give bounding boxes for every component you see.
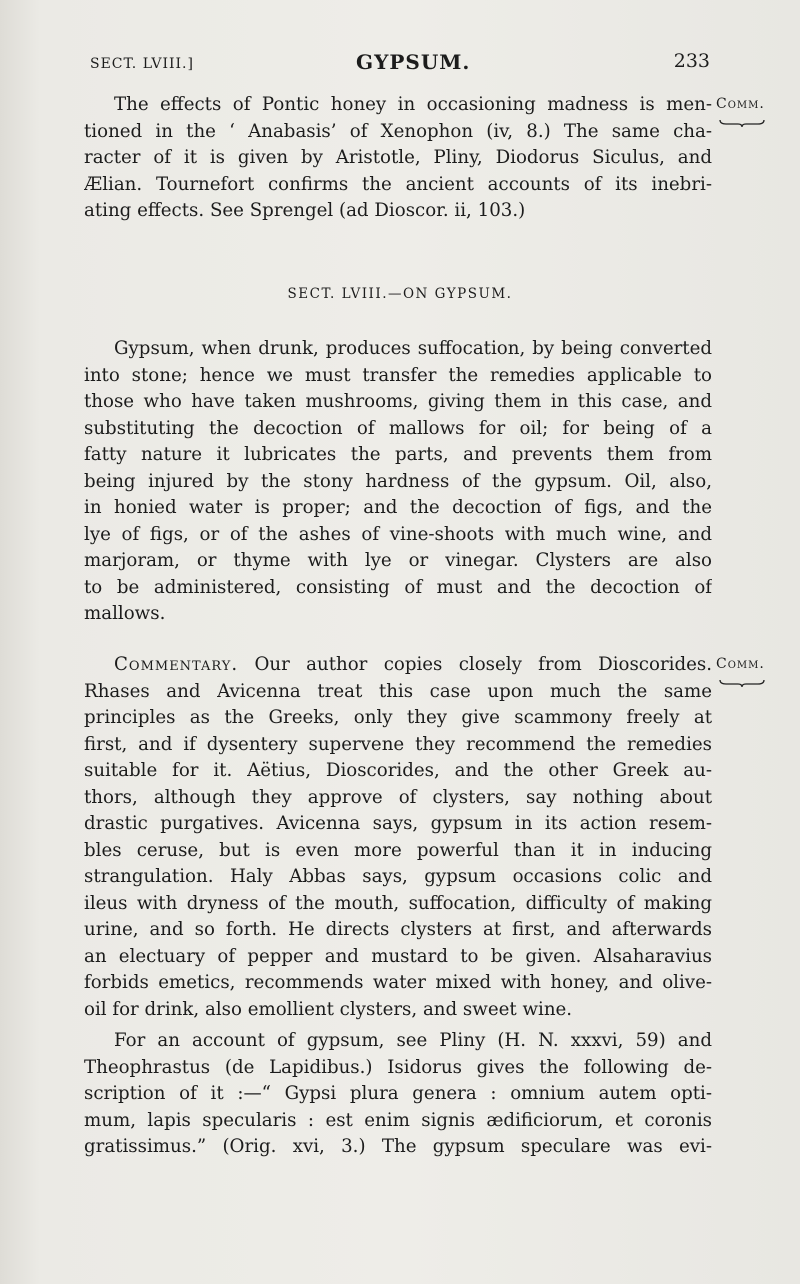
text-line: marjoram, or thyme with lye or vinegar. Clysters are also bbox=[84, 550, 712, 571]
text-line: first, and if dysentery supervene they recommend the remedies bbox=[84, 733, 712, 755]
margin-brace-icon bbox=[718, 118, 766, 128]
text-line: being injured by the stony hardness of the gypsum. Oil, also, bbox=[84, 470, 712, 492]
text-line: an electuary of pepper and mustard to be given. Alsaharavius bbox=[84, 945, 712, 967]
text-line: lye of figs, or of the ashes of vine-shoots with much wine, and bbox=[84, 523, 712, 545]
margin-brace-icon bbox=[718, 678, 766, 688]
header-title: GYPSUM. bbox=[356, 50, 471, 74]
text-line: The effects of Pontic honey in occasioning madness is men- bbox=[114, 94, 712, 115]
text-line: principles as the Greeks, only they give scammony freely at bbox=[84, 707, 712, 728]
text-line: urine, and so forth. He directs clysters at first, and afterwards bbox=[84, 919, 712, 940]
text-line: mallows. bbox=[84, 603, 166, 624]
text-line: Rhases and Avicenna treat this case upon much the same bbox=[84, 680, 712, 702]
commentary-label: Commentary. bbox=[114, 654, 239, 675]
margin-note-comm: Comm. bbox=[716, 96, 765, 112]
text-line: For an account of gypsum, see Pliny (H. N. xxxvi, 59) and bbox=[114, 1030, 712, 1051]
text-line: those who have taken mushrooms, giving them in this case, and bbox=[84, 391, 712, 412]
text-line: oil for drink, also emollient clysters, and sweet wine. bbox=[84, 998, 573, 1020]
page-number: 233 bbox=[673, 50, 710, 72]
text-line: tioned in the ‘ Anabasis’ of Xenophon (iv, 8.) The same cha- bbox=[84, 120, 712, 142]
text-line: ileus with dryness of the mouth, suffocation, difficulty of making bbox=[84, 892, 712, 914]
text-line: bles ceruse, but is even more powerful than it in inducing bbox=[84, 839, 712, 861]
text-line: substituting the decoction of mallows for oil; for being of a bbox=[84, 417, 712, 439]
running-header bbox=[90, 50, 710, 78]
text-line: forbids emetics, recommends water mixed with honey, and olive- bbox=[84, 972, 712, 993]
text-line: to be administered, consisting of must and the decoction of bbox=[84, 576, 712, 598]
text-line: mum, lapis specularis : est enim signis ædificiorum, et coronis bbox=[84, 1109, 712, 1131]
header-section-ref: SECT. LVIII.] bbox=[90, 56, 194, 72]
commentary-first-line bbox=[84, 652, 712, 679]
text-line: ating effects. See Sprengel (ad Dioscor. ii, 103.) bbox=[84, 200, 526, 221]
text-line: in honied water is proper; and the decoction of figs, and the bbox=[84, 497, 712, 518]
commentary-first-text: Our author copies closely from Dioscorides. bbox=[254, 654, 712, 675]
section-heading: SECT. LVIII.—ON GYPSUM. bbox=[287, 286, 513, 302]
paragraph-pontic-honey bbox=[84, 92, 712, 225]
margin-note-comm: Comm. bbox=[716, 656, 765, 672]
text-line: drastic purgatives. Avicenna says, gypsum in its action resem- bbox=[84, 813, 712, 834]
text-line: into stone; hence we must transfer the remedies applicable to bbox=[84, 364, 712, 386]
paragraph-commentary bbox=[84, 652, 712, 1023]
paragraph-gypsum bbox=[84, 336, 712, 628]
text-line: scription of it :—“ Gypsi plura genera : omnium autem opti- bbox=[84, 1083, 712, 1104]
text-line: strangulation. Haly Abbas says, gypsum occasions colic and bbox=[84, 866, 712, 887]
text-line: racter of it is given by Aristotle, Pliny, Diodorus Siculus, and bbox=[84, 147, 712, 168]
text-line: fatty nature it lubricates the parts, and prevents them from bbox=[84, 444, 712, 465]
paragraph-isidorus bbox=[84, 1028, 712, 1161]
text-line: suitable for it. Aëtius, Dioscorides, and the other Greek au- bbox=[84, 760, 712, 781]
text-line: Theophrastus (de Lapidibus.) Isidorus gives the following de- bbox=[84, 1056, 712, 1078]
text-line: gratissimus.” (Orig. xvi, 3.) The gypsum speculare was evi- bbox=[84, 1136, 712, 1157]
text-line: thors, although they approve of clysters, say nothing about bbox=[84, 786, 712, 808]
text-line: Ælian. Tournefort confirms the ancient accounts of its inebri- bbox=[84, 173, 712, 195]
text-line: Gypsum, when drunk, produces suffocation, by being converted bbox=[114, 338, 712, 359]
